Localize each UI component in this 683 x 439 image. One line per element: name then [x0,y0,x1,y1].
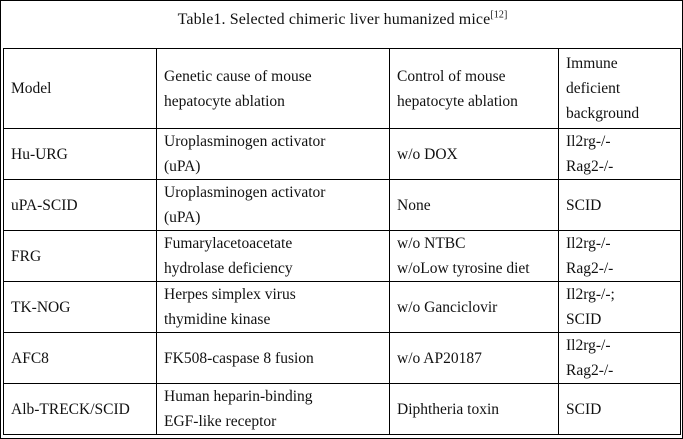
cell-model [4,129,157,180]
cell-line: Il2rg-/- [566,133,611,150]
table-row [4,282,681,333]
cell-model [4,180,157,231]
cell-line: uPA-SCID [11,196,78,214]
header-line: deficient [566,80,621,97]
cell-line: Il2rg-/- [566,337,611,354]
cell-model [4,333,157,384]
cell-line: (uPA) [164,158,201,175]
table-row [4,180,681,231]
cell-control [390,231,559,282]
cell-line: w/o NTBC [397,235,466,252]
cell-immune-background [559,180,681,231]
cell-model [4,231,157,282]
table-row [4,333,681,384]
header-model [4,49,157,129]
mouse-models-table [3,48,681,435]
cell-line: Diphtheria toxin [397,400,500,418]
header-immune-background [559,49,681,129]
cell-line: Fumarylacetoacetate [164,235,293,252]
cell-control [390,180,559,231]
cell-genetic-cause [157,180,390,231]
cell-line: Rag2-/- [566,362,614,379]
cell-control [390,129,559,180]
cell-immune-background [559,384,681,435]
cell-genetic-cause [157,231,390,282]
header-control [390,49,559,129]
table-header-row [4,49,681,129]
cell-line: Uroplasminogen activator [164,133,326,150]
header-line: Control of mouse [397,67,506,85]
table-caption [1,9,683,31]
table-row [4,384,681,435]
table-title: Table1. Selected chimeric liver humanized mice [177,11,491,28]
cell-model [4,282,157,333]
cell-genetic-cause [157,384,390,435]
cell-line: None [397,196,431,214]
cell-line: Il2rg-/-; [566,286,615,303]
citation-reference: [12] [490,9,508,21]
cell-line: Hu-URG [11,145,68,163]
cell-genetic-cause [157,333,390,384]
cell-line: FRG [11,247,42,265]
cell-line: TK-NOG [11,298,71,316]
cell-line: AFC8 [11,349,49,367]
header-genetic-cause [157,49,390,129]
cell-line: hydrolase deficiency [164,260,293,277]
cell-line: thymidine kinase [164,311,271,328]
cell-line: Alb-TRECK/SCID [11,400,130,418]
cell-line: Herpes simplex virus [164,286,296,303]
header-line: background [566,105,640,122]
cell-immune-background [559,129,681,180]
cell-line: w/o Ganciclovir [397,298,498,316]
cell-line: Rag2-/- [566,260,614,277]
cell-line: w/oLow tyrosine diet [397,260,530,277]
cell-model [4,384,157,435]
header-line: hepatocyte ablation [397,92,518,110]
cell-genetic-cause [157,282,390,333]
table-body [4,49,681,435]
cell-line: SCID [566,196,602,214]
header-line: Genetic cause of mouse [164,67,312,85]
header-line: Immune [566,55,618,72]
cell-line: (uPA) [164,209,201,226]
cell-immune-background [559,231,681,282]
cell-line: w/o DOX [397,145,458,163]
cell-line: EGF-like receptor [164,413,277,430]
cell-line: Rag2-/- [566,158,614,175]
cell-control [390,333,559,384]
cell-line: FK508-caspase 8 fusion [164,349,314,367]
header-line: Model [11,80,52,97]
table-row [4,129,681,180]
cell-control [390,282,559,333]
cell-line: w/o AP20187 [397,349,482,367]
cell-immune-background [559,282,681,333]
cell-line: SCID [566,311,602,328]
cell-immune-background [559,333,681,384]
table-row [4,231,681,282]
cell-line: Human heparin-binding [164,388,313,405]
cell-line: Uroplasminogen activator [164,184,326,201]
cell-control [390,384,559,435]
cell-line: SCID [566,400,602,418]
cell-line: Il2rg-/- [566,235,611,252]
cell-genetic-cause [157,129,390,180]
header-line: hepatocyte ablation [164,92,285,110]
